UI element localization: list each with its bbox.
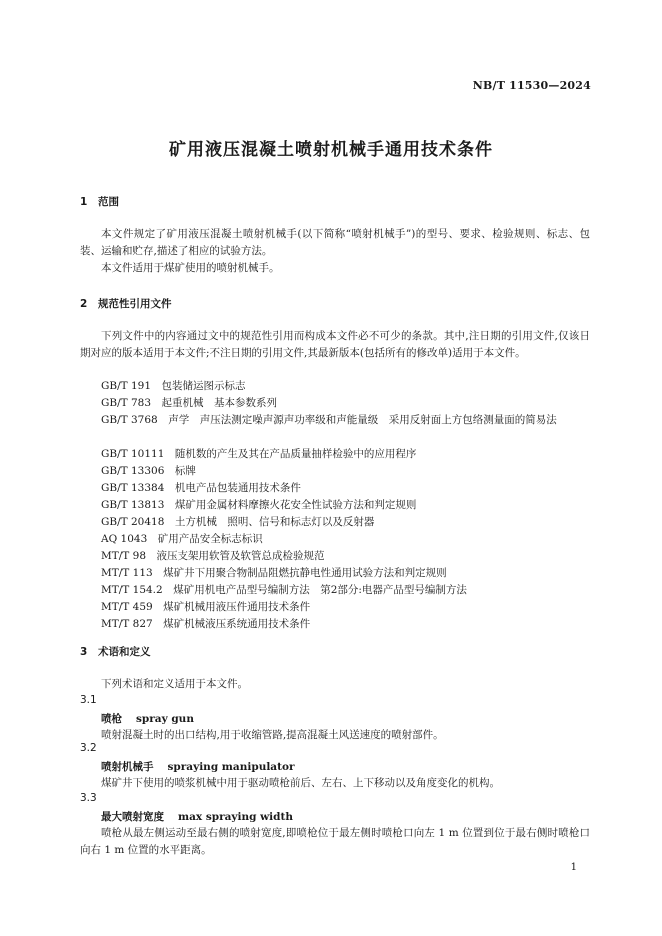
reference-item: GB/T 783 起重机械 基本参数系列: [101, 397, 278, 409]
term-heading: [101, 711, 194, 726]
standard-number: NB/T 11530—2024: [472, 79, 591, 92]
reference-item: GB/T 3768 声学 声压法测定噪声源声功率级和声能量级 采用反射面上方包络测量面的简易法: [101, 414, 557, 426]
reference-item: GB/T 13384 机电产品包装通用技术条件: [101, 482, 301, 494]
term-english: spray gun: [136, 713, 194, 725]
section-title: 规范性引用文件: [98, 298, 172, 310]
reference-item: MT/T 154.2 煤矿用机电产品型号编制方法 第2部分:电器产品型号编制方法: [101, 584, 467, 596]
scope-paragraph-1: 本文件规定了矿用液压混凝土喷射机械手(以下简称“喷射机械手”)的型号、要求、检验规则、标志、包装、运输和贮存,描述了相应的试验方法。: [80, 228, 590, 257]
section-3-heading: [80, 644, 151, 659]
document-title: 矿用液压混凝土喷射机械手通用技术条件: [169, 140, 493, 160]
term-heading: [101, 759, 295, 774]
reference-item: AQ 1043 矿用产品安全标志标识: [101, 533, 263, 545]
reference-item: GB/T 10111 随机数的产生及其在产品质量抽样检验中的应用程序: [101, 448, 417, 460]
term-chinese: 喷射机械手: [101, 761, 154, 773]
term-chinese: 最大喷射宽度: [101, 811, 164, 823]
term-number: 3.1: [80, 694, 97, 706]
term-chinese: 喷枪: [101, 713, 122, 725]
section-number: 1: [80, 196, 88, 208]
scope-paragraph-2: 本文件适用于煤矿使用的喷射机械手。: [101, 262, 280, 274]
section-title: 术语和定义: [98, 646, 151, 658]
term-definition: 喷枪从最左侧运动至最右侧的喷射宽度,即喷枪位于最左侧时喷枪口向左 1 m 位置到位于最右侧时喷枪口向右 1 m 位置的水平距离。: [80, 827, 590, 856]
reference-item: GB/T 13306 标牌: [101, 465, 196, 477]
reference-item: GB/T 13813 煤矿用金属材料摩擦火花安全性试验方法和判定规则: [101, 499, 417, 511]
section-number: 2: [80, 298, 88, 310]
section-title: 范围: [98, 196, 119, 208]
reference-item: MT/T 113 煤矿井下用聚合物制品阻燃抗静电性通用试验方法和判定规则: [101, 567, 447, 579]
section-2-heading: [80, 296, 172, 311]
page-number: 1: [570, 862, 577, 873]
term-english: spraying manipulator: [167, 761, 295, 773]
reference-item: MT/T 98 液压支架用软管及软管总成检验规范: [101, 550, 325, 562]
reference-item: MT/T 827 煤矿机械液压系统通用技术条件: [101, 618, 311, 630]
term-definition: 煤矿井下使用的喷浆机械中用于驱动喷枪前后、左右、上下移动以及角度变化的机构。: [101, 777, 500, 789]
term-definition: 喷射混凝土时的出口结构,用于收缩管路,提高混凝土风送速度的喷射部件。: [101, 729, 444, 741]
section-number: 3: [80, 646, 88, 658]
reference-item: MT/T 459 煤矿机械用液压件通用技术条件: [101, 601, 311, 613]
normative-intro: 下列文件中的内容通过文中的规范性引用而构成本文件必不可少的条款。其中,注日期的引用文件,仅该日期对应的版本适用于本文件;不注日期的引用文件,其最新版本(包括所有的修改单)适用于本文件。: [80, 330, 590, 359]
term-heading: [101, 809, 293, 824]
reference-item: GB/T 20418 土方机械 照明、信号和标志灯以及反射器: [101, 516, 375, 528]
reference-item: GB/T 191 包装储运图示标志: [101, 380, 246, 392]
term-english: max spraying width: [178, 811, 293, 823]
section-1-heading: [80, 194, 119, 209]
terms-intro: 下列术语和定义适用于本文件。: [101, 678, 248, 690]
term-number: 3.2: [80, 742, 97, 754]
term-number: 3.3: [80, 792, 97, 804]
